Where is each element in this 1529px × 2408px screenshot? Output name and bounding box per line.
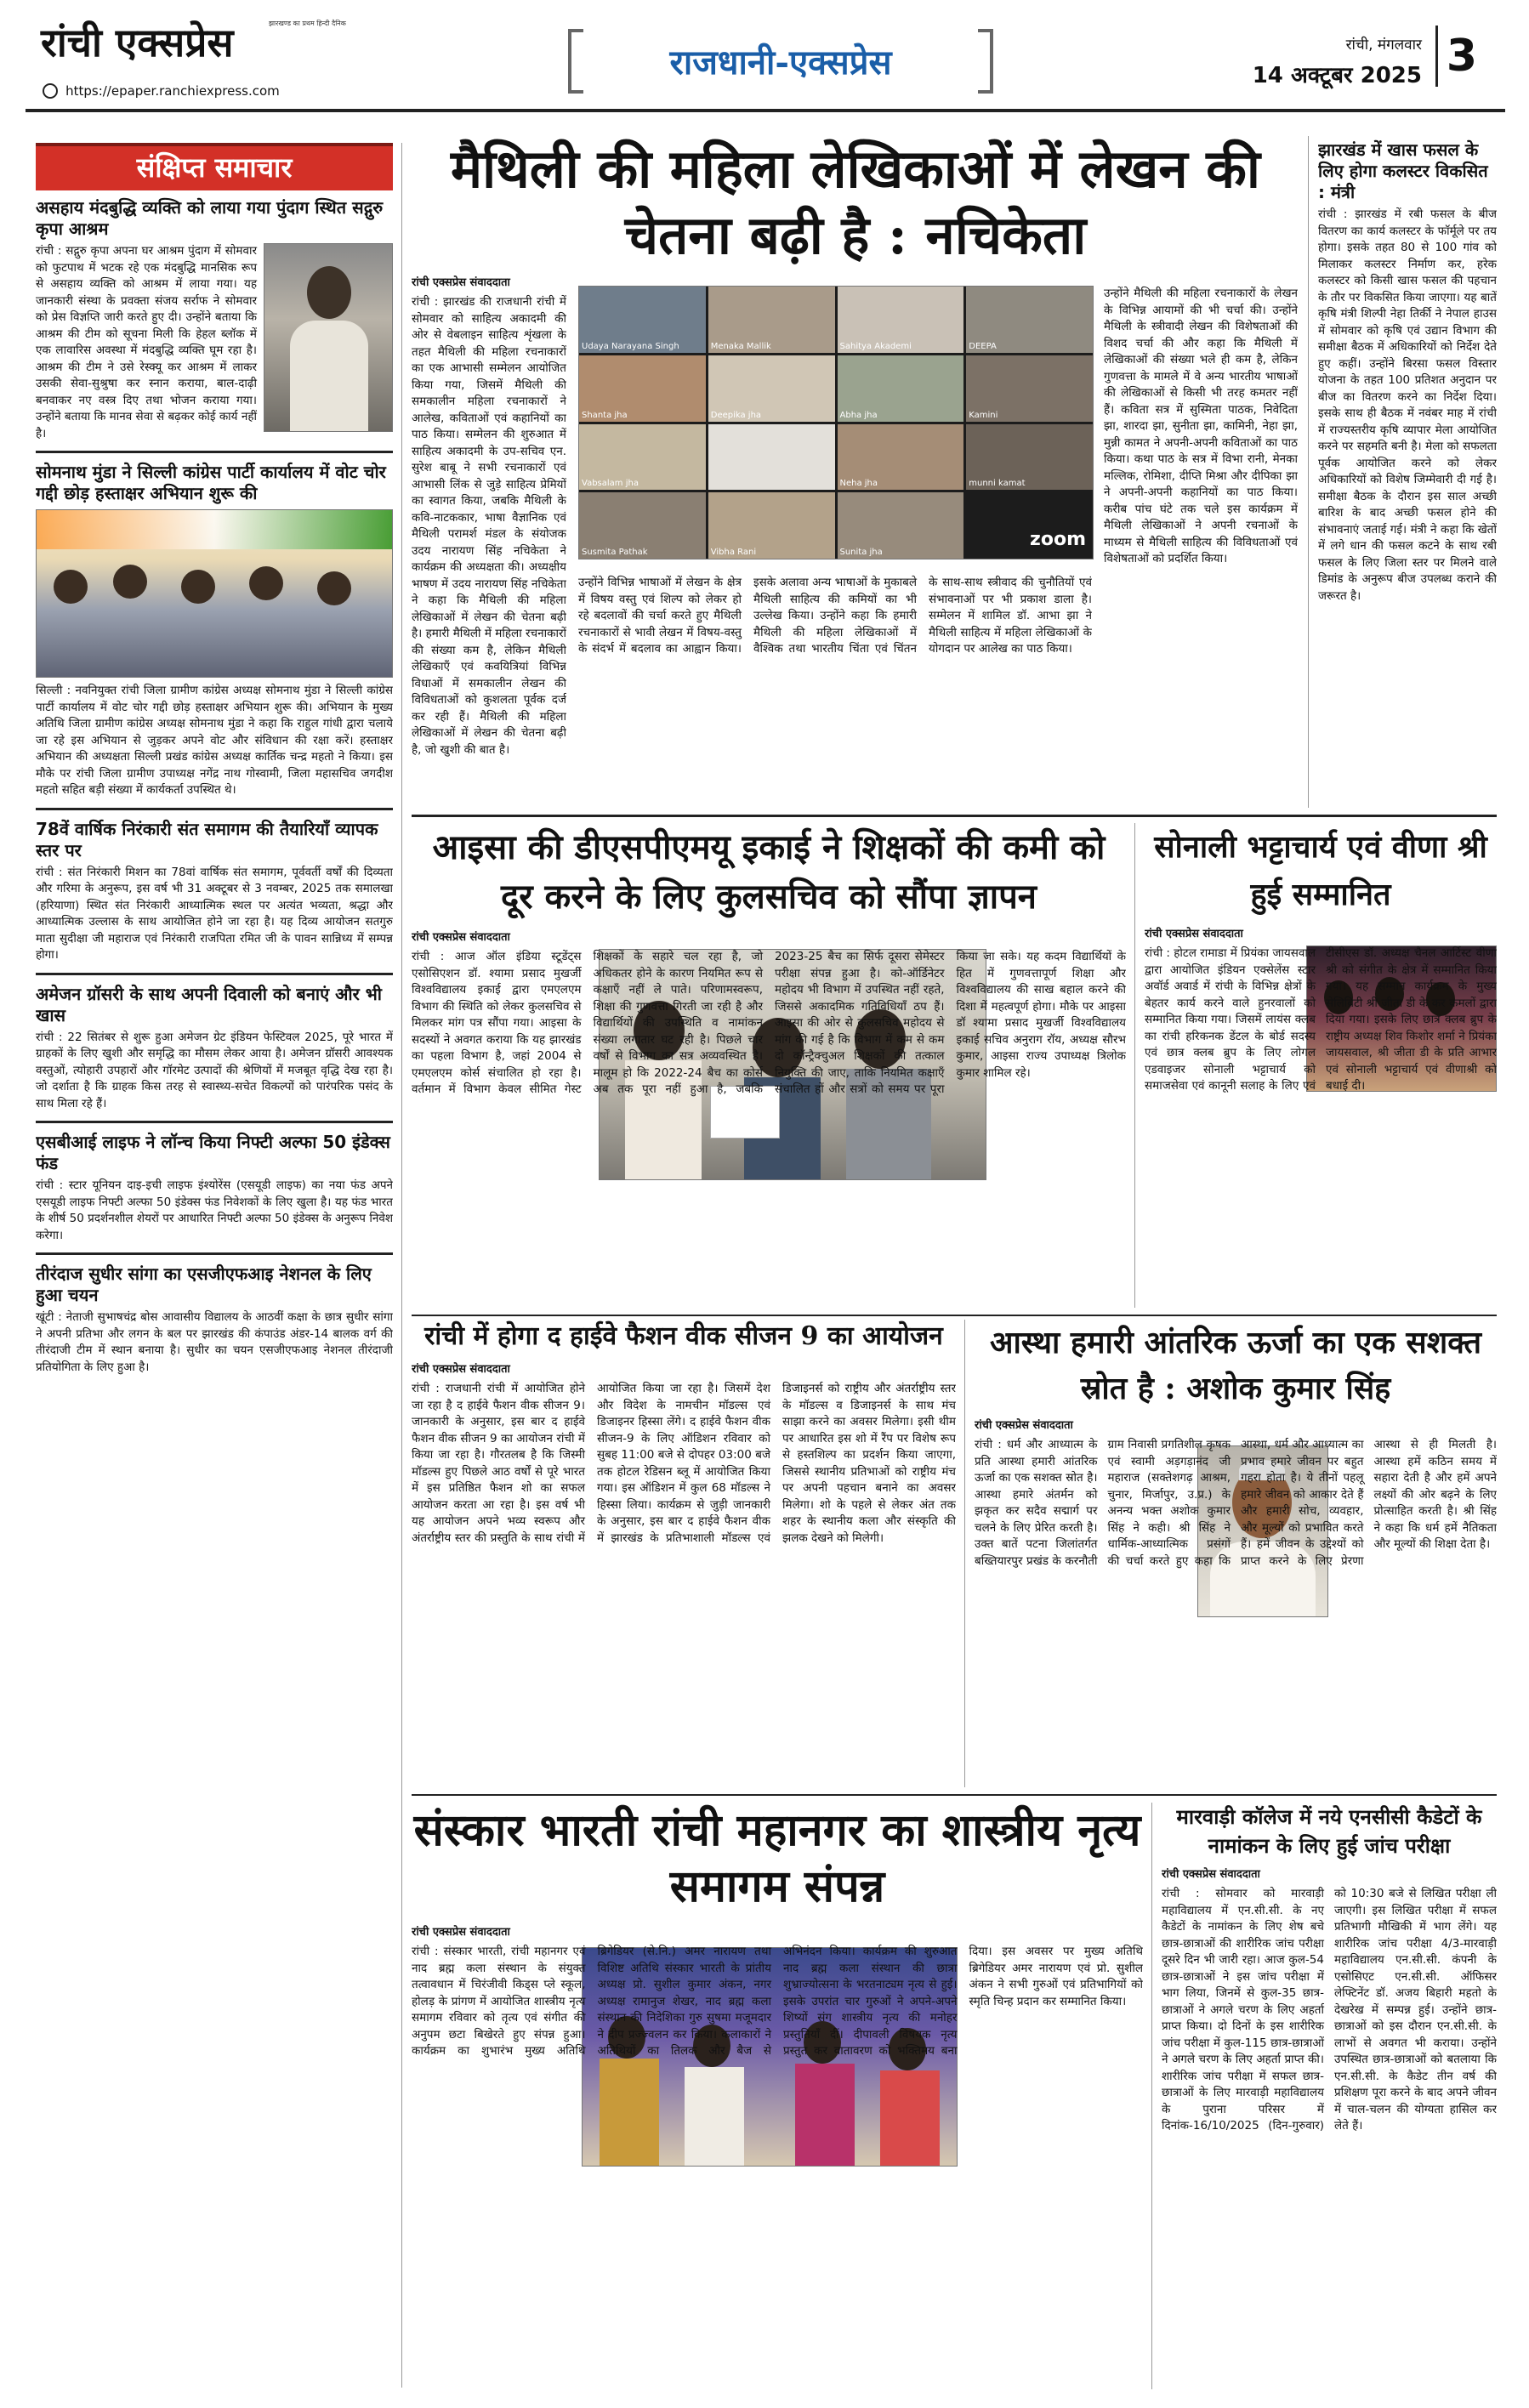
column-divider xyxy=(401,143,402,2388)
zoom-tile xyxy=(966,355,1093,422)
zoom-logo: zoom xyxy=(1030,529,1086,550)
paper-name: रांची एक्सप्रेस xyxy=(41,20,234,65)
section-rule xyxy=(412,1315,1497,1316)
brief-item xyxy=(36,984,393,1113)
zoom-tile xyxy=(838,492,964,559)
marwari-story xyxy=(1162,1803,1497,2398)
brief-title: असहाय मंदबुद्धि व्यक्ति को लाया गया पुंदाग स्थित सद्गुरु कृपा आश्रम xyxy=(36,197,384,239)
sonali-headline: सोनाली भट्टाचार्य एवं वीणा श्री हुई सम्मानित xyxy=(1154,829,1487,912)
zoom-participant-name: Sunita jha xyxy=(839,548,883,557)
right-top-story xyxy=(1318,139,1497,803)
zoom-tile xyxy=(838,287,964,353)
brief-divider xyxy=(36,973,393,975)
fashion-story xyxy=(412,1320,956,1789)
lead-body-col3: उन्होंने मैथिली की महिला रचनाकारों के लेखन के विभिन्न आयामों की भी चर्चा की। उन्होंने मैथिली के स्त्रीवादी लेखन की विशेषताओं की विशद चर्चा की और कहा कि मैथिली में लेखिकाओं की संख्या भले ही कम है, लेकिन गुणवत्ता के मामले में वे अन्य भारतीय भाषाओं की लेखिकाओं से किसी भी तरह कमतर नहीं हैं। कविता सत्र में सुस्मिता पाठक, निवेदिता झा, शारदा झा, सुनीता झा, कामिनी, नेहा झा, मुन्नी कामत ने अपनी-अपनी कविताओं का पाठ किया। कथा पाठ के सत्र में विभा रानी, मेनका मल्लिक, रोमिशा, दीप्ति मिश्रा और दीपिका झा ने अपनी-अपनी कहानियों का पाठ किया। करीब पांच घंटे तक चले इस कार्यक्रम में मैथिली लेखिकाओं ने अपनी रचनाओं के माध्यम से मैथिली साहित्य की विविधताओं एवं विशेषताओं को प्रदर्शित किया। xyxy=(1104,287,1298,565)
fashion-headline: रांची में होगा द हाईवे फैशन वीक सीजन 9 का आयोजन xyxy=(424,1321,943,1351)
brief-item xyxy=(36,1264,393,1376)
lead-story xyxy=(412,136,1299,816)
lead-byline: रांची एक्सप्रेस संवाददाता xyxy=(412,276,510,289)
zoom-participant-name: Shanta jha xyxy=(582,410,628,420)
brief-divider xyxy=(36,1121,393,1123)
brief-divider xyxy=(36,1252,393,1255)
zoom-tile xyxy=(579,492,706,559)
brief-photo-group xyxy=(36,509,393,678)
column-divider xyxy=(1308,136,1309,808)
brief-title: सोमनाथ मुंडा ने सिल्ली कांग्रेस पार्टी कार्यालय में वोट चोर गद्दी छोड़ हस्ताक्षर अभियान शुरू की xyxy=(36,462,386,503)
zoom-tile xyxy=(708,492,835,559)
zoom-tile xyxy=(708,355,835,422)
column-divider xyxy=(1134,823,1135,1308)
zoom-participant-name: Deepika jha xyxy=(710,410,762,420)
aisa-byline: रांची एक्सप्रेस संवाददाता xyxy=(412,931,510,944)
marwari-byline: रांची एक्सप्रेस संवाददाता xyxy=(1162,1868,1260,1881)
page-number: 3 xyxy=(1446,31,1478,82)
masthead xyxy=(0,0,1529,111)
right-top-body: रांची : झारखंड में रबी फसल के बीज वितरण का कार्य कलस्टर के फॉर्मूले पर तय होगा। इसके तहत 80 से 100 गांव को मिलाकर कलस्टर निर्माण कर, हरेक कलस्टर को किसी खास फसल की पहचान के तौर पर विकसित किया जाएगा। यह बातें कृषि मंत्री शिल्पी नेहा तिर्की ने नेपाल हाउस में सोमवार को कृषि एवं उद्यान विभाग की समीक्षा बैठक में अधिकारियों को निर्देश देते हुए कहीं। उन्होंने बिरसा फसल विस्तार योजना के तहत 100 प्रतिशत अनुदान पर बीज का वितरण करने का निर्देश दिया। इसके साथ ही बैठक में नवंबर माह में रांची में राज्यस्तरीय कृषि व्यापार मेला आयोजित करने पर सहमति बनी है। मेला को सफलता पूर्वक आयोजित करने को लेकर अधिकारियों को विशेष जिम्मेवारी दी गई है। समीक्षा बैठक के दौरान इस साल अच्छी बारिश के बाद अच्छी फसल होने की संभावनाएं जताई गई। मंत्री ने कहा कि खेतों में लगे धान की फसल कटने के साथ रबी फसल के लिए जिला स्तर पर मिलने वाले डिमांड के अनुरूप बीज उपलब्ध कराने की जरूरत है। xyxy=(1318,207,1497,603)
zoom-tile xyxy=(966,424,1093,491)
astha-headline: आस्था हमारी आंतरिक ऊर्जा का एक सशक्त स्रोत है : अशोक कुमार सिंह xyxy=(989,1325,1482,1406)
zoom-tile xyxy=(838,424,964,491)
zoom-tile xyxy=(579,355,706,422)
issue-date: 14 अक्टूबर 2025 xyxy=(1252,63,1422,88)
lead-body-col1: रांची : झारखंड की राजधानी रांची में सोमवार को साहित्य अकादमी की ओर से वेबलाइन साहित्य शृंखला के तहत मैथिली की महिला रचनाकारों का एक आभासी सम्मेलन आयोजित किया गया, जिसमें मैथिली की समकालीन महिला रचनाकारों ने आलेख, कविताओं एवं कहानियों का पाठ किया। सम्मेलन की शुरुआत में साहित्य अकादमी के उप-सचिव एन. सुरेश बाबू ने सभी रचनाकारों एवं आभासी लिंक से जुड़े साहित्य प्रेमियों का स्वागत किया, जबकि मैथिली के कवि-नाटककार, भाषा वैज्ञानिक एवं मैथिली परामर्श मंडल के संयोजक उदय नारायण सिंह नचिकेता ने कार्यक्रम की अध्यक्षता की। अध्यक्षीय भाषण में उदय नारायण सिंह नचिकेता ने कहा कि मैथिली की महिला लेखिकाओं में लेखन की चेतना बढ़ी है। हमारी मैथिली में महिला रचनाकारों की संख्या कम है, लेकिन मैथिली लेखिकाएँ एवं कवयित्रियां विभिन्न विधाओं में समकालीन लेखन की विविधताओं को कुशलता पूर्वक दर्ज कर रही हैं। मैथिली की महिला लेखिकाओं में लेखन की चेतना बढ़ी है, जो खुशी की बात है। xyxy=(412,295,566,757)
sonali-body: रांची : होटल रामाडा में प्रियंका जायसवाल द्वारा आयोजित इंडियन एक्सेलेंस स्टार अवॉर्ड अवार्ड में रांची के विभिन्न क्षेत्रों के बेहतर कार्य करने वाले हुनरवालों को सम्मानित किया गया। जिसमें लायंस क्लब का रांची हरिकनक डेंटल के बोर्ड सदस्य एवं छात्र क्लब ब्रुप के लिए लोगल एडवाइजर सोनाली भट्टाचार्य को समाजसेवा एवं कानूनी सलाह के लिए एवं टीसीएस डॉ. अध्यक्ष चैनल आर्टिस्ट वीणा श्री को संगीत के क्षेत्र में सम्मानित किया गया। यह सम्मान कार्यक्रम के मुख्य सेलिब्रिटी श्री जीता डी के कर कमलों द्वारा दिया गया। इसके लिए छात्र क्लब ब्रुप के राष्ट्रीय अध्यक्ष शिव किशोर शर्मा ने प्रियंका जायसवाल, श्री जीता डी के प्रति आभार एवं सोनाली भट्टाचार्य एवं वीणाश्री को बधाई दी। xyxy=(1145,946,1497,1093)
aisa-headline: आइसा की डीएसपीएमयू इकाई ने शिक्षकों की कमी को दूर करने के लिए कुलसचिव को सौंपा ज्ञापन xyxy=(432,827,1106,917)
brief-divider xyxy=(36,451,393,453)
zoom-participant-name: Kamini xyxy=(969,410,998,420)
zoom-participant-name: DEEPA xyxy=(969,341,997,351)
right-top-headline: झारखंड में खास फसल के लिए होगा कलस्टर विकसित : मंत्री xyxy=(1318,139,1488,202)
epaper-url-row xyxy=(43,82,280,99)
fashion-body: रांची : राजधानी रांची में आयोजित होने जा रहा है द हाईवे फैशन वीक सीजन 9। जानकारी के अनुसार, इस बार द हाईवे फैशन वीक सीजन 9 का आयोजन रांची में किया जा रहा है। गौरतलब है कि जिस्मी मॉडल्स हुए पिछले आठ वर्षों से पूरे भारत में इस प्रतिष्ठित फैशन शो का सफल आयोजन करता आ रहा है। इस वर्ष भी यह आयोजन अपने भव्य स्वरूप और अंतर्राष्ट्रीय स्तर की प्रस्तुति के साथ रांची में आयोजित किया जा रहा है। जिसमें देश और विदेश के नामचीन मॉडल्स एवं डिजाइनर हिस्सा लेंगे। द हाईवे फैशन वीक सीजन-9 के लिए ऑडिशन रविवार को सुबह 11:00 बजे से दोपहर 03:00 बजे तक होटल रेडिसन ब्लू में आयोजित किया गया। इस ऑडिशन में कुल 68 मॉडल्स ने हिस्सा लिया। कार्यक्रम से जुड़ी जानकारी के अनुसार, इस बार द हाईवे फैशन वीक में झारखंड के प्रतिभाशाली मॉडल्स एवं डिजाइनर्स को राष्ट्रीय और अंतर्राष्ट्रीय स्तर के मॉडल्स व डिजाइनर्स के साथ मंच साझा करने का अवसर मिलेगा। इसी थीम पर आधारित इस शो में रैंप पर विशेष रूप से हस्तशिल्प का प्रदर्शन किया जाएगा, जिससे स्थानीय प्रतिभाओं को राष्ट्रीय मंच पर अपनी पहचान बनाने का अवसर मिलेगा। शो के पहले से लेकर अंत तक शहर के स्थानीय कला और संस्कृति की झलक देखने को मिलेगी। xyxy=(412,1382,956,1545)
zoom-tile xyxy=(966,492,1093,559)
brief-item xyxy=(36,1132,393,1244)
brief-photo-man xyxy=(264,243,393,432)
lead-body-col2: उन्होंने विभिन्न भाषाओं में लेखन के क्षेत्र में विषय वस्तु एवं शिल्प को लेकर हो रहे बदलावों की चर्चा करते हुए मैथिली रचनाकारों से भावी लेखन में विषय-वस्तु के संदर्भ में बदलाव का आह्वान किया। इसके अलावा अन्य भाषाओं के मुकाबले मैथिली साहित्य की कमियों का भी उल्लेख किया। उन्होंने कहा कि हमारी मैथिली की महिला लेखिकाओं में वैश्विक तथा भारतीय चिंता एवं चिंतन के साथ-साथ स्त्रीवाद की चुनौतियों एवं संभावनाओं पर भी प्रकाश डाला है। सम्मेलन में शामिल डॉ. आभा झा ने मैथिली साहित्य में महिला लेखिकाओं के योगदान पर आलेख का पाठ किया। xyxy=(578,576,1092,656)
column-divider xyxy=(964,1320,965,1787)
zoom-tile xyxy=(708,424,835,491)
brief-item xyxy=(36,197,393,442)
sidebar-header xyxy=(36,143,393,190)
brief-title: तीरंदाज सुधीर सांगा का एसजीएफआइ नेशनल के लिए हुआ चयन xyxy=(36,1264,372,1305)
sonali-byline: रांची एक्सप्रेस संवाददाता xyxy=(1145,928,1243,940)
zoom-participant-name: Udaya Narayana Singh xyxy=(582,341,679,351)
astha-byline: रांची एक्सप्रेस संवाददाता xyxy=(975,1419,1073,1432)
brief-text: रांची : स्टार यूनियन दाइ-इची लाइफ इंश्योरेंस (एसयूडी लाइफ) का नया फंड अपने एसयूडी लाइफ निफ्टी अल्फा 50 इंडेक्स फंड निवेशकों के लिए खुला है। यह फंड भारत के शीर्ष 50 प्रदर्शनशील शेयरों पर आधारित निफ्टी अल्फा 50 इंडेक्स के अनुरूप निवेश करेगा। xyxy=(36,1178,393,1242)
epaper-url[interactable]: https://epaper.ranchiexpress.com xyxy=(65,82,280,99)
column-divider xyxy=(1151,1803,1152,2389)
zoom-participant-name: Neha jha xyxy=(839,479,878,489)
zoom-tile xyxy=(579,424,706,491)
bracket-right-icon xyxy=(978,29,993,94)
brief-title: एसबीआई लाइफ ने लॉन्च किया निफ्टी अल्फा 50 इंडेक्स फंड xyxy=(36,1132,390,1173)
marwari-body: रांची : सोमवार को मारवाड़ी महाविद्यालय में एन.सी.सी. के नए कैडेटों के नामांकन के लिए शेष बचे छात्र-छात्राओं की शारीरिक जांच परीक्षा दूसरे दिन भी जारी रहा। आज कुल-54 छात्र-छात्राओं ने इस जांच परीक्षा में भाग लिया, जिनमें से कुल-35 छात्र-छात्राओं ने अगले चरण के लिए अहर्ता प्राप्त किया। दो दिनों के इस शारीरिक जांच परीक्षा में कुल-115 छात्र-छात्राओं ने अगले चरण के लिए अहर्ता प्राप्त की। शारीरिक जांच परीक्षा में सफल छात्र-छात्राओं के लिए मारवाड़ी महाविद्यालय के पुराना परिसर में दिनांक-16/10/2025 (दिन-गुरुवार) को 10:30 बजे से लिखित परीक्षा ली जाएगी। इस लिखित परीक्षा में सफल प्रतिभागी मौखिकी में भाग लेंगे। यह शारीरिक जांच परीक्षा 4/3-मारवाड़ी महाविद्यालय एन.सी.सी. कंपनी के एसोसिएट एन.सी.सी. ऑफिसर लेफ्टिनेंट डॉ. अजय बिहारी महतो के देखरेख में सम्पन्न हुई। उन्होंने छात्र-छात्राओं को इस दौरान एन.सी.सी. के लाभों से अवगत भी कराया। उन्होंने उपस्थित छात्र-छात्राओं को बतलाया कि एन.सी.सी. के कैडेट तीन वर्ष की प्रशिक्षण पूरा करने के बाद अपने जीवन में चाल-चलन की योग्यता हासिल कर लेते हैं। xyxy=(1162,1887,1497,2133)
astha-body: रांची : धर्म और आध्यात्म के प्रति आस्था हमारी आंतरिक ऊर्जा का एक सशक्त स्रोत है। आस्था हमारे अंतर्मन को झकृत कर सदैव सद्मार्ग पर चलने के लिए प्रेरित करती है। उक्त बातें पटना जिलांतर्गत बख्तियारपुर प्रखंड के करनौती ग्राम निवासी प्रगतिशील कृषक एवं स्वामी अड़गड़ानंद जी महाराज (सक्तेशगढ़ आश्रम, चुनार, मिर्जापुर, उ.प्र.) के अनन्य भक्त अशोक कुमार सिंह ने कही। श्री सिंह ने धार्मिक-आध्यात्मिक प्रसंगों की चर्चा करते हुए कहा कि आस्था, धर्म और आध्यात्म का प्रभाव हमारे जीवन पर बहुत गहरा होता है। ये तीनों पहलू हमारे जीवन को आकार देते हैं और हमारी सोच, व्यवहार, और मूल्यों को प्रभावित करते हैं। हमें जीवन के उद्देश्यों को प्राप्त करने के लिए प्रेरणा आस्था से ही मिलती है। आस्था हमें कठिन समय में सहारा देती है और हमें अपने लक्ष्यों की ओर बढ़ने के लिए प्रोत्साहित करती है। श्री सिंह ने कहा कि धर्म हमें नैतिकता और मूल्यों की शिक्षा देता है। xyxy=(975,1438,1497,1568)
zoom-participant-name: Sahitya Akademi xyxy=(839,341,912,351)
section-banner xyxy=(568,29,993,88)
zoom-tile xyxy=(708,287,835,353)
astha-story xyxy=(975,1320,1497,1789)
zoom-participant-name: Abha jha xyxy=(839,410,878,420)
dateline xyxy=(1218,34,1422,89)
sanskar-story xyxy=(412,1803,1143,2398)
city-day: रांची, मंगलवार xyxy=(1345,37,1422,54)
zoom-tile xyxy=(838,355,964,422)
lead-headline: मैथिली की महिला लेखिकाओं में लेखन की चेतना बढ़ी है : नचिकेता xyxy=(451,138,1260,266)
zoom-participant-name: Menaka Mallik xyxy=(710,341,771,351)
section-title: राजधानी-एक्सप्रेस xyxy=(669,43,892,82)
zoom-participant-name: Vibha Rani xyxy=(710,548,757,557)
section-rule xyxy=(412,1794,1497,1796)
zoom-participant-name: munni kamat xyxy=(969,479,1026,489)
sanskar-headline: संस्कार भारती रांची महानगर का शास्त्रीय नृत्य समागम संपन्न xyxy=(413,1804,1141,1912)
brief-text: रांची : 22 सितंबर से शुरू हुआ अमेजन ग्रेट इंडियन फेस्टिवल 2025, पूरे भारत में ग्राहकों के लिए खुशी और समृद्धि का मौसम लेकर आया है। अमेजन ग्रॉसरी आवश्यक वस्तुओं, त्योहारी उपहारों और गॉरमेट उत्पादों की श्रेणियों में मजबूत वृद्धि देख रहा है। जो दर्शाता है कि ग्राहक किस तरह से स्वास्थ्य-सचेत विकल्पों को पारंपरिक पसंद के साथ मिला रहे हैं। xyxy=(36,1030,393,1110)
zoom-meeting-photo xyxy=(578,286,1094,559)
zoom-tile xyxy=(966,287,1093,353)
brief-item xyxy=(36,819,393,964)
brief-title: 78वें वार्षिक निरंकारी संत समागम की तैयारियाँ व्यापक स्तर पर xyxy=(36,818,378,860)
zoom-participant-name: Susmita Pathak xyxy=(582,548,648,557)
paper-logo xyxy=(41,19,347,80)
brief-item xyxy=(36,462,393,799)
brief-title: अमेजन ग्रॉसरी के साथ अपनी दिवाली को बनाएं और भी खास xyxy=(36,983,382,1025)
marwari-headline: मारवाड़ी कॉलेज में नये एनसीसी कैडेटों के नामांकन के लिए हुई जांच परीक्षा xyxy=(1176,1805,1482,1858)
zoom-participant-name: Vabsalam jha xyxy=(582,479,639,489)
brief-text: रांची : सद्गुरु कृपा अपना घर आश्रम पुंदाग में सोमवार को फुटपाथ में भटक रहे एक मंदबुद्धि मानसिक रूप से असहाय व्यक्ति को आश्रम में लाया गया। यह जानकारी संस्था के प्रवक्ता संजय सर्राफ ने सोमवार को प्रेस विज्ञप्ति जारी करते हुए दी। उन्होंने बताया कि आश्रम की टीम को सूचना मिली कि हेहल ब्लॉक में एक लावारिस अवस्था में मंदबुद्धि व्यक्ति घूम रहा है। आश्रम की टीम ने उसे रेस्क्यू कर आश्रम में लाकर उसकी सेवा-सुश्रुषा कर स्नान कराया, बाल-दाढ़ी बनवाकर नए वस्त्र दिए तथा भोजन कराया गया। उन्होंने बताया कि मानव सेवा से बढ़कर कोई कार्य नहीं है। xyxy=(36,244,257,440)
zoom-grid xyxy=(579,287,1093,559)
sidebar-header-text: संक्षिप्त समाचार xyxy=(136,151,293,184)
sanskar-byline: रांची एक्सप्रेस संवाददाता xyxy=(412,1926,510,1939)
web-icon xyxy=(43,83,58,99)
aisa-body: रांची : आज ऑल इंडिया स्टूडेंट्स एसोसिएशन डॉ. श्यामा प्रसाद मुखर्जी विश्वविद्यालय इकाई द्वारा एमएलएम विभाग की स्थिति को लेकर कुलसचिव से मिलकर मांग पत्र सौंपा गया। आइसा के सदस्यों ने अवगत कराया कि यह झारखंड का पहला विभाग है, जहां 2004 से एमएलएम कोर्स संचालित हो रहा है। वर्तमान में विभाग केवल सीमित गेस्ट शिक्षकों के सहारे चल रहा है, जो अधिकतर होने के कारण नियमित रूप से कक्षाएँ नहीं ले पाते। परिणामस्वरूप, शिक्षा की गुणवत्ता गिरती जा रही है और विद्यार्थियों की उपस्थिति व नामांकन संख्या लगातार घट रही है। पिछले चार वर्षों से विभाग का सत्र अव्यवस्थित है। मालूम हो कि 2022-24 बैच का कोर्स अब तक पूरा नहीं हुआ है, जबकि 2023-25 बैच का सिर्फ दूसरा सेमेस्टर परीक्षा संपन्न हुआ है। को-ऑर्डिनेटर महोदय भी विभाग में उपस्थित नहीं रहते, जिससे अकादमिक गतिविधियाँ ठप हैं। आइसा की ओर से कुलसचिव महोदय से मांग की गई है कि विभाग में कम से कम दो कॉन्ट्रैक्चुअल शिक्षकों की तत्काल नियुक्ति की जाए, ताकि नियमित कक्षाएँ संचालित हों और सत्रों को समय पर पूरा किया जा सके। यह कदम विद्यार्थियों के हित में गुणवत्तापूर्ण शिक्षा और विश्वविद्यालय की साख बहाल करने की दिशा में महत्वपूर्ण होगा। मौके पर आइसा डॉ श्यामा प्रसाद मुखर्जी विश्वविद्यालय इकाई सचिव अनुराग रॉय, अध्यक्ष सौरभ कुमार, आइसा राज्य उपाध्यक्ष त्रिलोक कुमार शामिल रहे। xyxy=(412,950,1126,1096)
fashion-byline: रांची एक्सप्रेस संवाददाता xyxy=(412,1363,510,1376)
section-rule xyxy=(412,815,1497,817)
zoom-tile xyxy=(579,287,706,353)
paper-tagline: झारखण्ड का प्रथम हिन्दी दैनिक xyxy=(269,20,346,27)
brief-text: सिल्ली : नवनियुक्त रांची जिला ग्रामीण कांग्रेस अध्यक्ष सोमनाथ मुंडा ने सिल्ली कांग्रेस पार्टी कार्यालय में वोट चोर गद्दी छोड़ हस्ताक्षर अभियान शुरू की। अभियान के मुख्य अतिथि जिला ग्रामीण कांग्रेस अध्यक्ष सोमनाथ मुंडा ने कहा कि राहुल गांधी द्वारा चलाये जा रहे इस अभियान से जुड़कर अपने वोट और संविधान की रक्षा करें। हस्ताक्षर अभियान की अध्यक्षता सिल्ली प्रखंड कांग्रेस अध्यक्ष कार्तिक चन्द्र महतो ने किया। इस मौके पर रांची जिला ग्रामीण उपाध्यक्ष नगेंद्र नाथ गोस्वामी, जिला महासचिव जगदीश महतो सहित बड़ी संख्या में कार्यकर्ता उपस्थित थे। xyxy=(36,684,393,797)
page-number-box xyxy=(1435,26,1486,87)
brief-divider xyxy=(36,808,393,810)
brief-text: खूंटी : नेताजी सुभाषचंद्र बोस आवासीय विद्यालय के आठवीं कक्षा के छात्र सुधीर सांगा ने अपनी प्रतिभा और लगन के बल पर झारखंड की कंपाउंड अंडर-14 बालक वर्ग की तीरंदाजी टीम में स्थान बनाया है। सुधीर का चयन एसजीएफआइ नेशनल तीरंदाजी प्रतियोगिता के लिए हुआ है। xyxy=(36,1310,393,1374)
sonali-story xyxy=(1145,823,1497,1309)
brief-text: रांची : संत निरंकारी मिशन का 78वां वार्षिक संत समागम, पूर्ववर्ती वर्षों की दिव्यता और गरिमा के अनुरूप, इस वर्ष भी 31 अक्टूबर से 3 नवम्बर, 2025 तक समालखा (हरियाणा) स्थित संत निरंकारी आध्यात्मिक स्थल पर अत्यंत भव्यता, श्रद्धा और आध्यात्मिक उल्लास के साथ आयोजित होने जा रहा है। यह दिव्य आयोजन सतगुरु माता सुदीक्षा जी महाराज एवं निरंकारी राजपिता रमित जी के पावन सान्निध्य में सम्पन्न होगा। xyxy=(36,865,393,962)
aisa-story xyxy=(412,823,1126,1309)
sanskar-body: रांची : संस्कार भारती, रांची महानगर एवं नाद ब्रह्म कला संस्थान के संयुक्त तत्वावधान में चिरंजीवी किड्स प्ले स्कूल, होलड़ के प्रांगण में आयोजित शास्त्रीय नृत्य समागम रविवार को तृत्य एवं संगीत की अनुपम छटा बिखेरते हुए संपन्न हुआ। कार्यक्रम का शुभारंभ मुख्य अतिथि ब्रिगेडियर (से.नि.) अमर नारायण तथा विशिष्ट अतिथि संस्कार भारती के प्रांतीय अध्यक्ष प्रो. सुशील कुमार अंकन, नगर अध्यक्ष रामानुज शेखर, नाद ब्रह्म कला संस्थान की निदेशिका गुरु सुषमा मजूमदार ने दीप प्रज्ज्वलन कर किया। कलाकारों ने अतिथियों का तिलक और बैज से अभिनंदन किया। कार्यक्रम की शुरुआत नाद ब्रह्म कला संस्थान की छात्रा शुभ्राज्योत्सना के भरतनाट्यम नृत्य से हुई। इसके उपरांत चार गुरुओं ने अपने-अपने शिष्यों संग शास्त्रीय नृत्य की मनोहर प्रस्तुतियाँ दीं। दीपावली विषयक नृत्य प्रस्तुत कर वातावरण को भक्तिमय बना दिया। इस अवसर पर मुख्य अतिथि ब्रिगेडियर अमर नारायण एवं प्रो. सुशील अंकन ने सभी गुरुओं एवं प्रतिभागियों को स्मृति चिन्ह प्रदान कर सम्मानित किया। xyxy=(412,1945,1143,2058)
sidebar-column xyxy=(36,143,393,2388)
masthead-rule xyxy=(26,109,1505,112)
